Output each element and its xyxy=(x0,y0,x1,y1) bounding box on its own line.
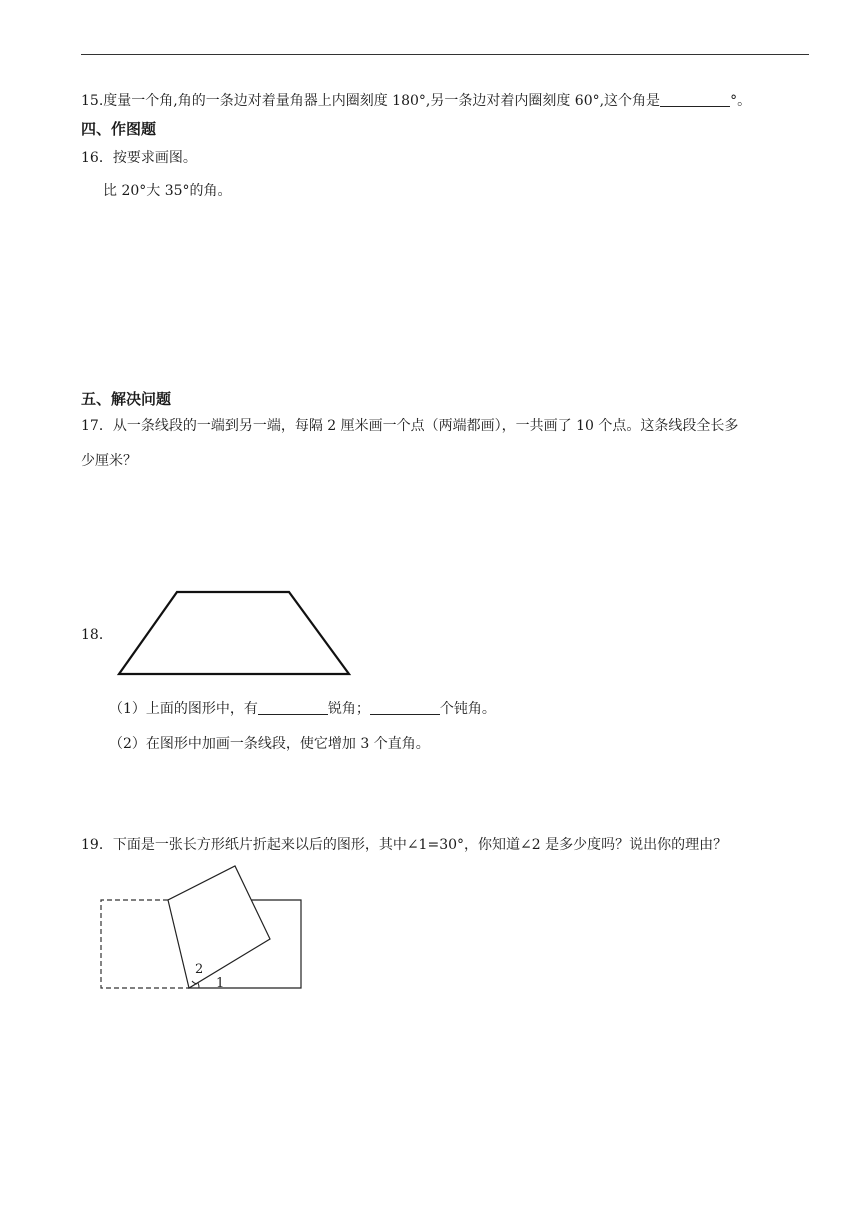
answer-blank[interactable] xyxy=(370,700,440,715)
question-16 xyxy=(81,147,197,167)
question-number: 15. xyxy=(81,93,104,109)
question-18-number: 18． xyxy=(81,627,113,643)
question-18-part1 xyxy=(109,698,496,718)
question-text-suffix: °。 xyxy=(730,93,752,109)
question-19 xyxy=(81,834,727,854)
question-number: 19． xyxy=(81,837,113,853)
section-title: 四、作图题 xyxy=(81,120,157,138)
question-number: 16． xyxy=(81,150,113,166)
question-18-part2: （2）在图形中加画一条线段，使它增加 3 个直角。 xyxy=(109,736,430,752)
angle-1-arc xyxy=(198,983,199,988)
part1-text-end: 个钝角。 xyxy=(439,701,496,717)
folded-flap xyxy=(168,866,270,988)
question-17-line2: 少厘米？ xyxy=(81,453,137,469)
question-text: 按要求画图。 xyxy=(112,150,197,166)
answer-blank[interactable] xyxy=(660,92,730,107)
part1-text-middle: 锐角； xyxy=(327,701,370,717)
angle-1-label: 1 xyxy=(216,976,225,991)
question-16-task: 比 20°大 35°的角。 xyxy=(103,183,232,199)
section-title: 五、解决问题 xyxy=(81,390,172,408)
part1-text: （1）上面的图形中，有 xyxy=(109,701,258,717)
header-rule xyxy=(81,54,809,55)
question-17 xyxy=(81,415,738,435)
question-number: 17． xyxy=(81,418,113,434)
folded-paper-figure xyxy=(95,860,310,995)
question-text: 度量一个角,角的一条边对着量角器上内圈刻度 180°,另一条边对着内圈刻度 60°,这个角是 xyxy=(103,93,661,109)
question-text: 下面是一张长方形纸片折起来以后的图形，其中∠1=30°，你知道∠2 是多少度吗？说出你的理由？ xyxy=(112,837,728,853)
question-text: 从一条线段的一端到另一端，每隔 2 厘米画一个点（两端都画），一共画了 10 个点。这条线段全长多 xyxy=(112,418,739,434)
question-15 xyxy=(81,90,751,110)
trapezoid-figure xyxy=(110,585,360,680)
trapezoid xyxy=(119,592,349,674)
angle-2-label: 2 xyxy=(195,962,204,977)
answer-blank[interactable] xyxy=(258,700,328,715)
